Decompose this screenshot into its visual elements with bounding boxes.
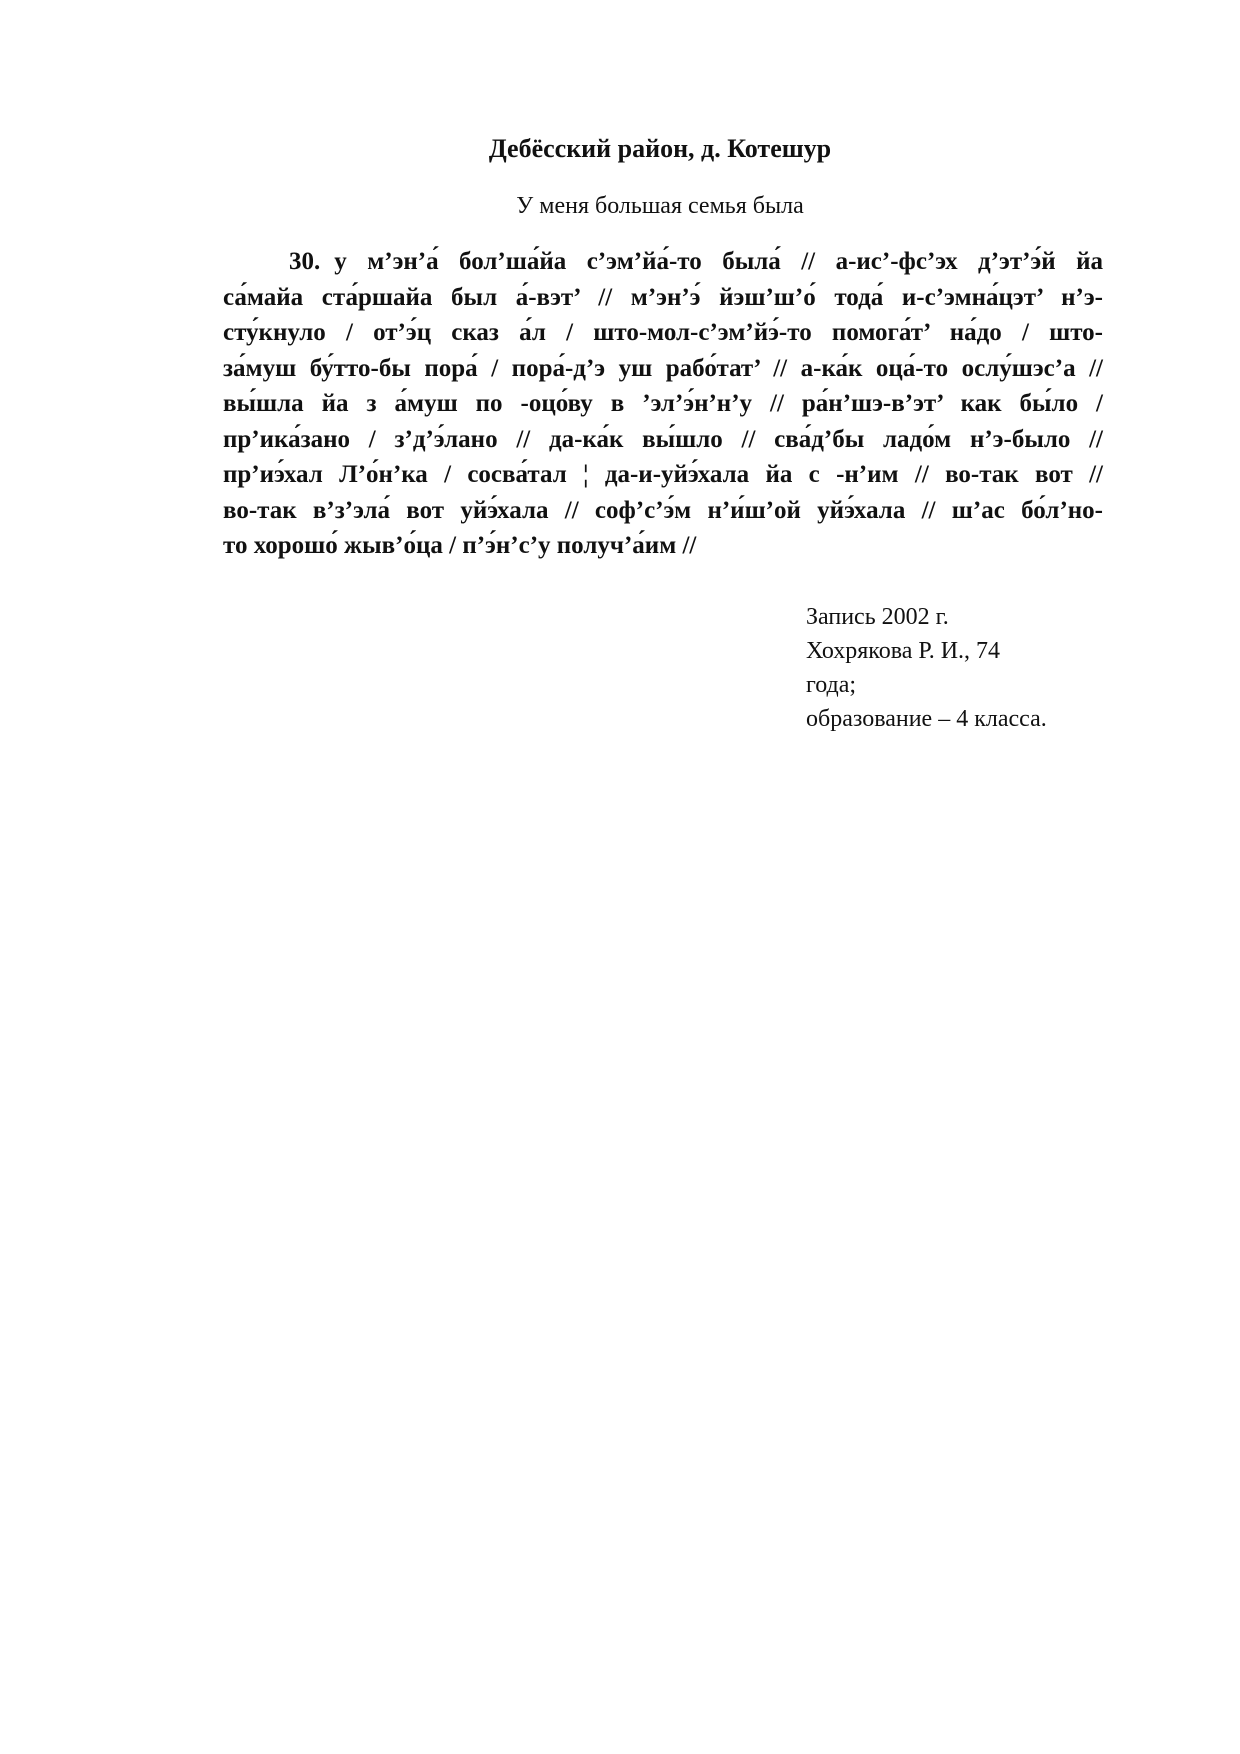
transcription-line: за́муш бу́тто-бы пора́ / пора́-д’э уш рабо́тат’ // а-ка́к оца́-то ослу́шэс’а // [223, 354, 1103, 382]
document-heading: Дебёсский район, д. Котешур [488, 134, 832, 163]
record-info [806, 600, 1136, 736]
transcription-line: сту́кнуло / от’э́ц сказ а́л / што-мол-с’эм’йэ́-то помога́т’ на́до / што- [223, 319, 1103, 346]
transcription-line: то хорошо́ жыв’о́ца / п’э́н’с’у получ’а́им // [223, 532, 697, 559]
informant-education: образование – 4 класса. [806, 706, 1047, 732]
transcription-line: 30. у м’эн’а́ бол’ша́йа с’эм’йа́-то была́ // а-ис’-фс’эх д’эт’э́й йа [289, 248, 1103, 275]
transcription-line: вы́шла йа з а́муш по -оцо́ву в ’эл’э́н’н’у // ра́н’шэ-в’эт’ как бы́ло / [223, 390, 1103, 417]
transcription-line: во-так в’з’эла́ вот уйэ́хала // соф’с’э́м н’и́ш’ой уйэ́хала // ш’ас бо́л’но- [223, 496, 1103, 524]
text-title: У меня большая семья была [516, 193, 804, 219]
record-year: Запись 2002 г. [806, 604, 949, 630]
informant-age-unit: года; [806, 672, 857, 698]
informant-name: Хохрякова Р. И., 74 [806, 638, 1001, 664]
transcription-line: пр’ика́зано / з’д’э́лано // да-ка́к вы́шло // сва́д’бы ладо́м н’э-было // [223, 425, 1103, 453]
entry-number: 30. [289, 248, 321, 275]
transcription-text [223, 244, 1103, 564]
transcription-line: са́майа ста́ршайа был а́-вэт’ // м’эн’э́ йэш’ш’о́ тода́ и-с’эмна́цэт’ н’э- [223, 283, 1103, 311]
transcription-line: пр’иэ́хал Л’о́н’ка / сосва́тал ¦ да-и-уйэ́хала йа с -н’им // во-так вот // [223, 461, 1103, 488]
